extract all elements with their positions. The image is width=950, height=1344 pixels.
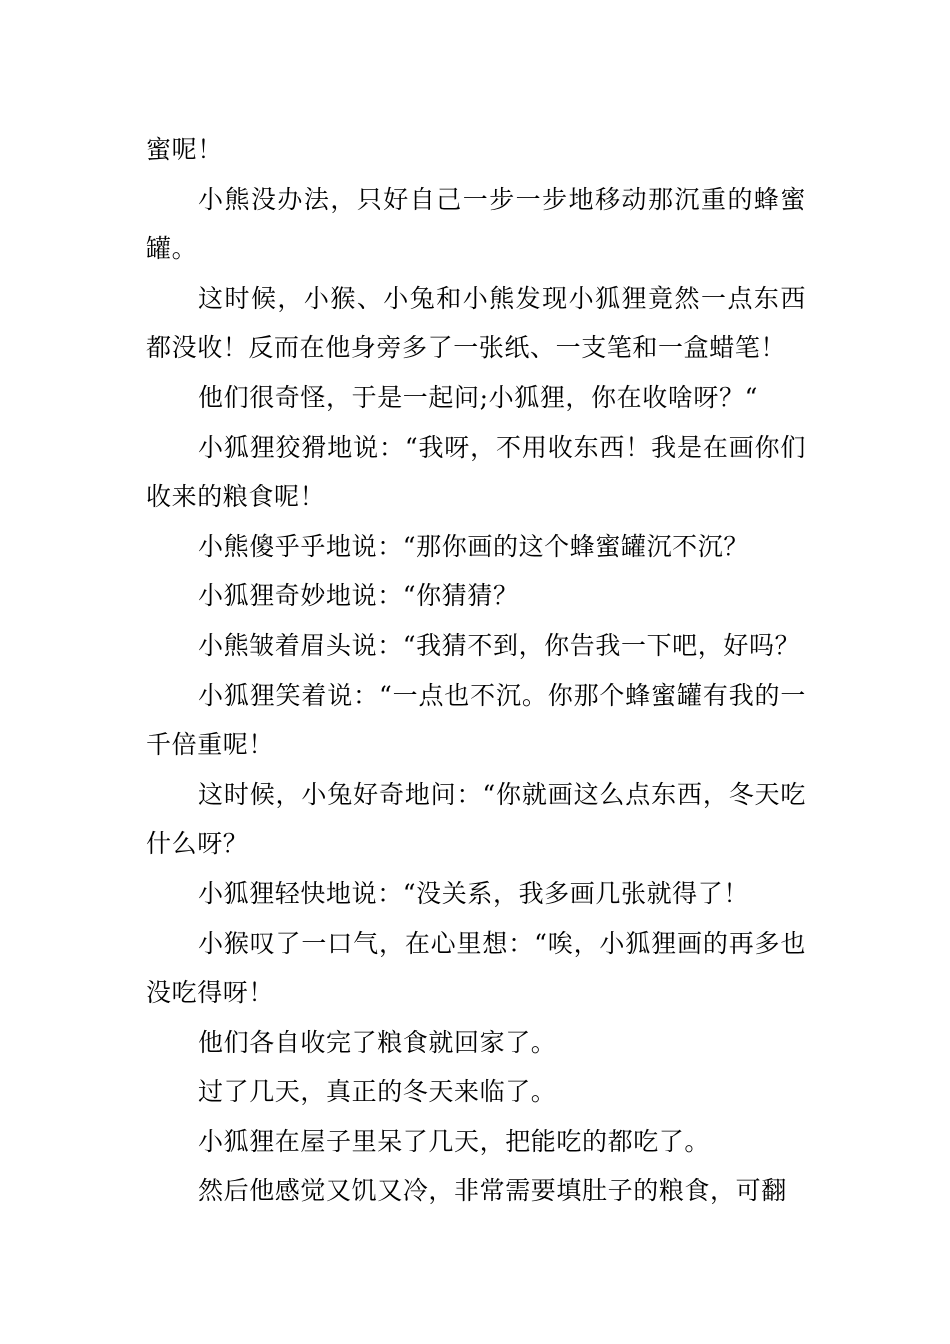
paragraph: 这时候，小猴、小兔和小熊发现小狐狸竟然一点东西都没收！反而在他身旁多了一张纸、一支笔和一盒蜡笔！ xyxy=(146,283,806,363)
paragraph: 蜜呢！ xyxy=(146,135,223,164)
paragraph: 小狐狸在屋子里呆了几天，把能吃的都吃了。 xyxy=(198,1126,711,1156)
story-text xyxy=(146,125,806,1216)
paragraph: 他们各自收完了粮食就回家了。 xyxy=(198,1027,557,1057)
paragraph: 他们很奇怪，于是一起问;小狐狸，你在收啥呀？“ xyxy=(198,382,759,412)
paragraph: 小熊没办法，只好自己一步一步地移动那沉重的蜂蜜罐。 xyxy=(146,184,806,264)
paragraph: 过了几天，真正的冬天来临了。 xyxy=(198,1077,557,1107)
paragraph: 这时候，小兔好奇地问：“你就画这么点东西，冬天吃什么呀？ xyxy=(146,779,806,859)
paragraph: 小狐狸轻快地说：“没关系，我多画几张就得了！ xyxy=(198,878,749,908)
paragraph: 小狐狸笑着说：“一点也不沉。你那个蜂蜜罐有我的一千倍重呢！ xyxy=(146,680,806,760)
paragraph: 小狐狸狡猾地说：“我呀，不用收东西！我是在画你们收来的粮食呢！ xyxy=(146,432,806,512)
paragraph: 小猴叹了一口气，在心里想：“唉，小狐狸画的再多也没吃得呀！ xyxy=(146,928,806,1008)
paragraph: 小狐狸奇妙地说：“你猜猜？ xyxy=(198,581,519,611)
paragraph: 小熊皱着眉头说：“我猜不到，你告我一下吧，好吗？ xyxy=(198,630,801,660)
paragraph: 小熊傻乎乎地说：“那你画的这个蜂蜜罐沉不沉？ xyxy=(198,531,749,561)
paragraph: 然后他感觉又饥又冷，非常需要填肚子的粮食，可翻 xyxy=(198,1176,787,1206)
